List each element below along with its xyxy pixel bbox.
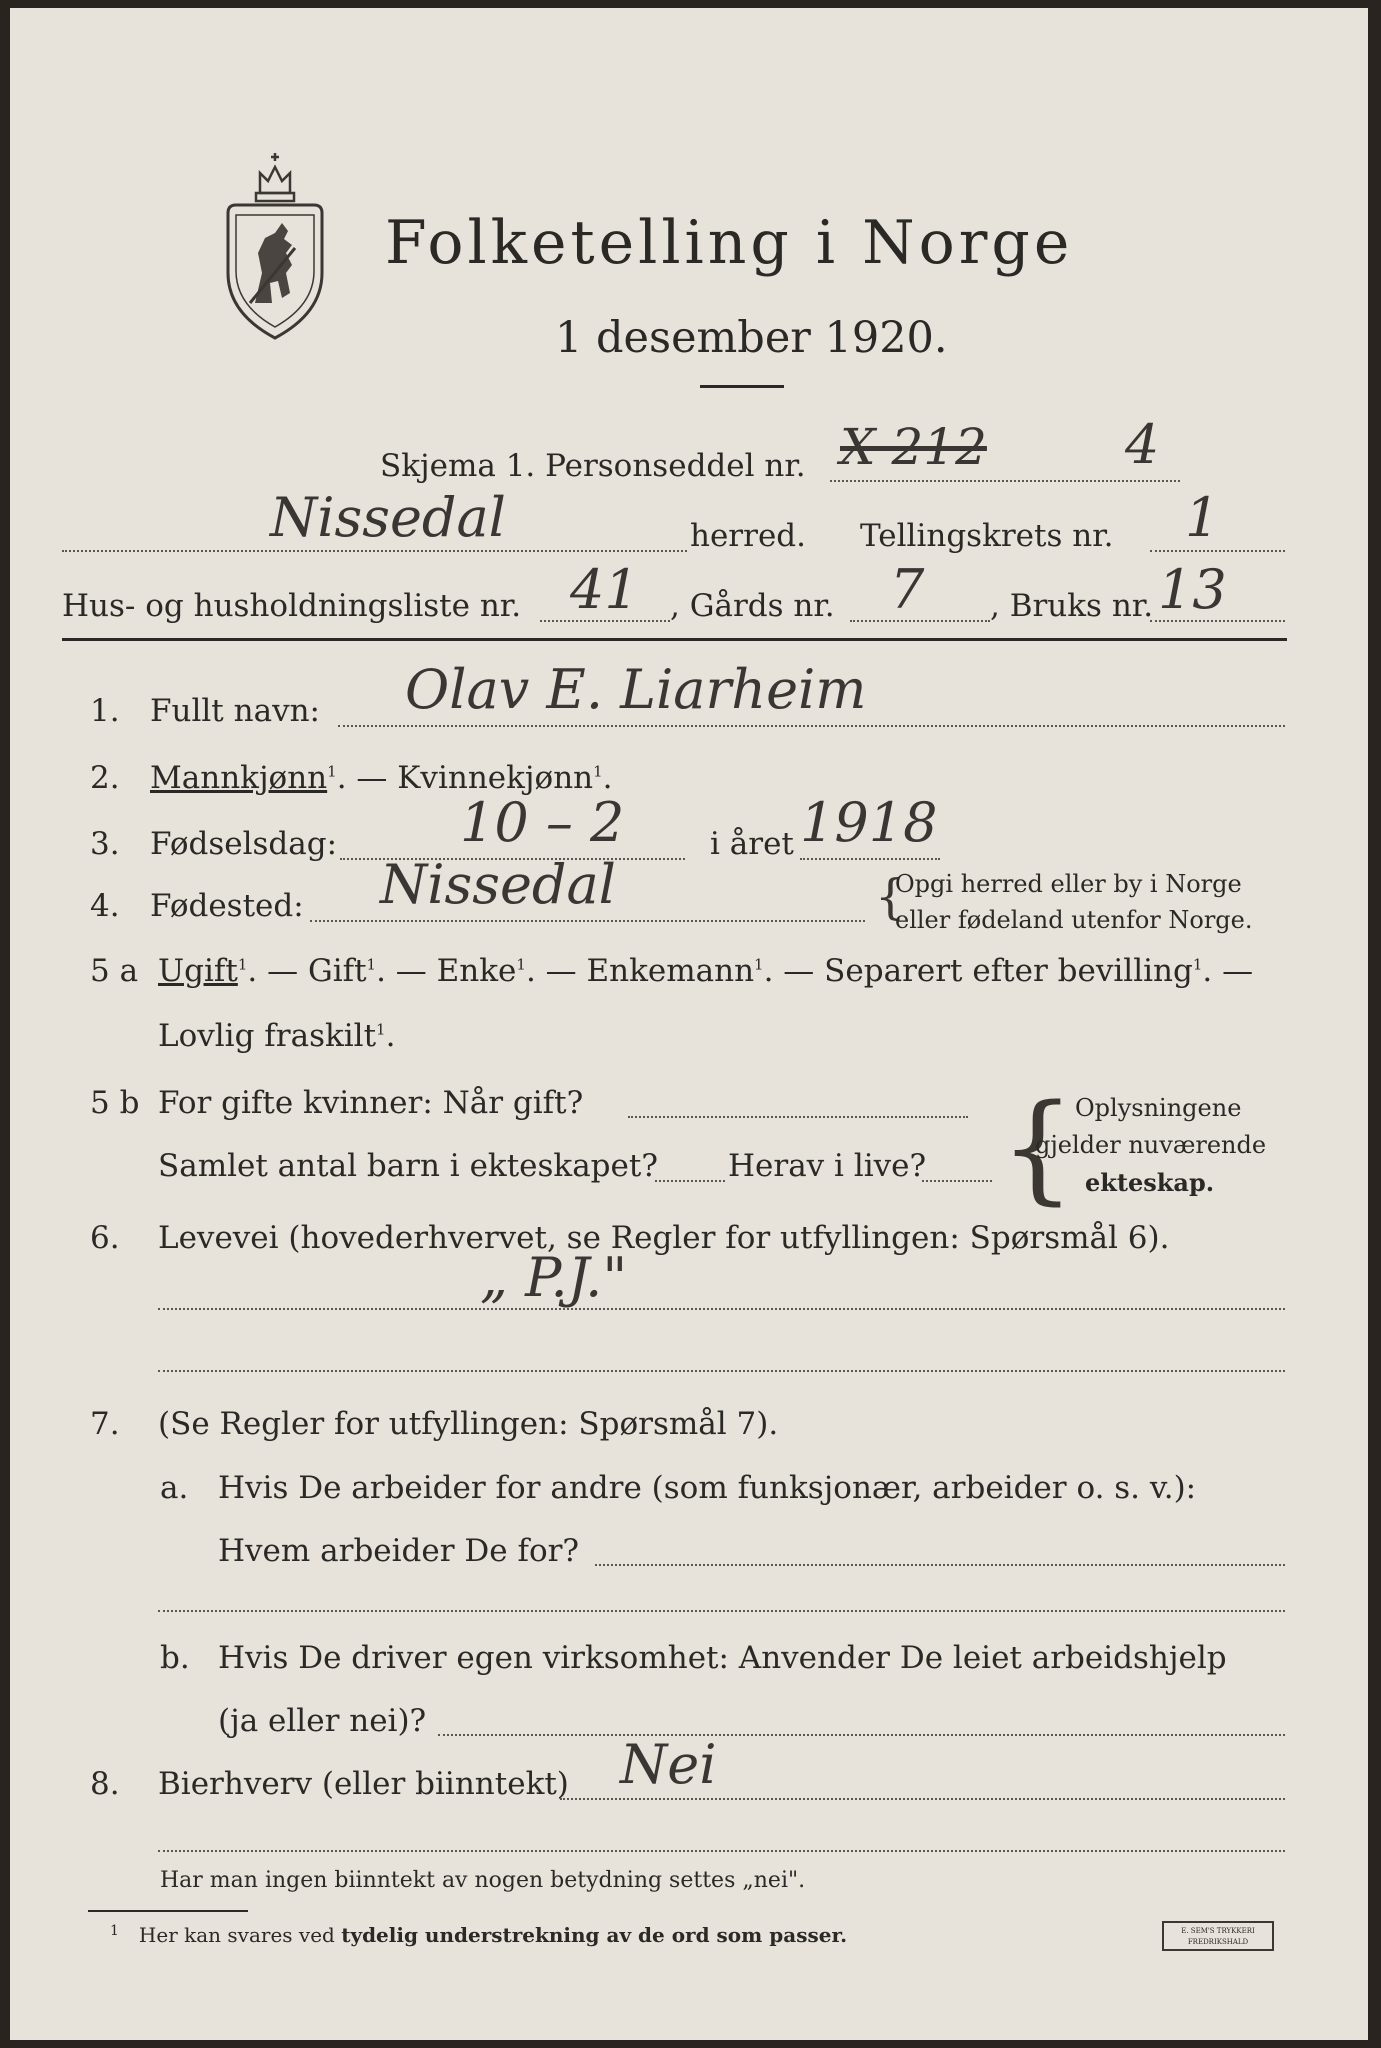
footnote-bold: tydelig understrekning av de ord som passer. [341, 1923, 848, 1947]
q5b-note-line3: ekteskap. [1085, 1168, 1215, 1197]
q1-line [338, 725, 1285, 727]
q3-year-value: 1918 [800, 791, 938, 854]
q1-label: Fullt navn: [150, 693, 320, 729]
census-form [10, 8, 1368, 2040]
q5b-label1: For gifte kvinner: Når gift? [158, 1085, 584, 1121]
q5a-option-gift: Gift [307, 953, 367, 989]
q6-number: 6. [90, 1220, 120, 1256]
q7-label: (Se Regler for utfyllingen: Spørsmål 7). [158, 1406, 779, 1442]
q8-label: Bierhverv (eller biinntekt) [158, 1766, 569, 1802]
gards-label: , Gårds nr. [670, 588, 835, 624]
q7a-letter: a. [160, 1470, 189, 1506]
personseddel-line [830, 480, 1180, 482]
q7b-answer-line [438, 1734, 1285, 1736]
q2-female-option: Kvinnekjønn [397, 760, 594, 796]
q3-year-label: i året [710, 826, 794, 862]
q5b-label3: Herav i live? [728, 1148, 927, 1184]
q8-side-income-value: Nei [620, 1733, 717, 1796]
form-title: Folketelling i Norge [385, 208, 1074, 278]
q2-male-footnote: 1 [327, 762, 337, 781]
q5a-number: 5 a [90, 953, 139, 989]
q4-note-line1: Opgi herred eller by i Norge [895, 870, 1242, 898]
q7a-employer-line [595, 1564, 1285, 1566]
q5b-label2: Samlet antal barn i ekteskapet? [158, 1148, 658, 1184]
q5b-children-line [655, 1180, 725, 1182]
herred-label: herred. [690, 518, 806, 554]
q7a-line2: Hvem arbeider De for? [218, 1533, 580, 1569]
q6-occupation-value: „ P.J." [480, 1246, 628, 1309]
bruks-value: 13 [1158, 558, 1227, 621]
q2-male-option: Mannkjønn [150, 760, 328, 796]
skjema-label: Skjema 1. Personseddel nr. [380, 448, 806, 484]
q5a-option-enkemann: Enkemann [586, 953, 755, 989]
census-date: 1 desember 1920. [555, 313, 948, 363]
q5b-married-line [628, 1116, 968, 1118]
herred-value: Nissedal [270, 486, 506, 549]
q1-number: 1. [90, 693, 120, 729]
q6-line2 [158, 1370, 1285, 1372]
footnote-prefix: Her kan svares ved [138, 1923, 342, 1947]
q7a-line1: Hvis De arbeider for andre (som funksjonær, arbeider o. s. v.): [218, 1470, 1197, 1506]
q8-extra-line [158, 1850, 1285, 1852]
q4-note-line2: eller fødeland utenfor Norge. [895, 906, 1253, 934]
q4-birthplace-value: Nissedal [380, 853, 616, 916]
tellingskrets-label: Tellingskrets nr. [860, 518, 1114, 554]
q2-number: 2. [90, 760, 120, 796]
q5b-note-line2: gjelder nuværende [1035, 1131, 1267, 1159]
husholdningsliste-value: 41 [570, 558, 639, 621]
q5a-line2: Lovlig fraskilt$^1$. [158, 1018, 396, 1054]
gards-value: 7 [890, 558, 925, 621]
q4-note-brace: { [875, 869, 906, 925]
q7b-letter: b. [160, 1640, 190, 1676]
q7a-extra-line [158, 1610, 1285, 1612]
personseddel-value: 4 [1125, 413, 1160, 476]
norway-coat-of-arms-icon [220, 153, 330, 343]
q5a-option-separert: Separert efter bevilling [824, 953, 1193, 989]
q3-label: Fødselsdag: [150, 826, 338, 862]
tellingskrets-value: 1 [1185, 486, 1220, 549]
q5b-note-line1: Oplysningene [1075, 1094, 1242, 1122]
q2-female-footnote: 1 [593, 762, 603, 781]
q3-year-line [800, 858, 940, 860]
q7b-line2: (ja eller nei)? [218, 1703, 427, 1739]
title-rule [700, 385, 784, 388]
q5a-option-fraskilt: Lovlig fraskilt [158, 1018, 377, 1054]
header-divider [62, 638, 1287, 641]
tellingskrets-line [1150, 550, 1285, 552]
bruks-label: , Bruks nr. [990, 588, 1154, 624]
q2-separator: . — [336, 760, 398, 796]
q3-number: 3. [90, 826, 120, 862]
printer-stamp-line2: FREDRIKSHALD [1187, 1938, 1249, 1946]
q5a-option-ugift: Ugift [158, 953, 238, 989]
q8-line [560, 1798, 1285, 1800]
q6-label: Levevei (hovederhvervet, se Regler for utfyllingen: Spørsmål 6). [158, 1220, 1170, 1256]
q5a-option-enke: Enke [436, 953, 517, 989]
footnote-rule [88, 1910, 248, 1912]
q6-line1 [158, 1308, 1285, 1310]
q5a-options: Ugift$^1$. — Gift$^1$. — Enke$^1$. — Enkemann$^1$. — Separert efter bevilling$^1$. — [158, 953, 1254, 989]
q8-number: 8. [90, 1766, 120, 1802]
q2-end: . [602, 760, 613, 796]
q5b-alive-line [922, 1180, 992, 1182]
q5b-number: 5 b [90, 1085, 140, 1121]
q4-label: Fødested: [150, 888, 304, 924]
herred-line [62, 550, 687, 552]
q5b-note-brace: { [1000, 1078, 1076, 1216]
footnote [110, 1923, 847, 1947]
q7b-line1: Hvis De driver egen virksomhet: Anvender De leiet arbeidshjelp [218, 1640, 1227, 1676]
q1-full-name-value: Olav E. Liarheim [405, 658, 867, 721]
footnote-mark: 1 [110, 1923, 119, 1939]
q3-day-value: 10 – 2 [460, 791, 625, 854]
q7-number: 7. [90, 1406, 120, 1442]
husholdningsliste-label: Hus- og husholdningsliste nr. [62, 588, 522, 624]
footer-note: Har man ingen biinntekt av nogen betydning settes „nei". [160, 1868, 806, 1893]
q4-number: 4. [90, 888, 120, 924]
printer-stamp-line1: E. SEM'S TRYKKERI [1181, 1927, 1255, 1935]
personseddel-struck-value: X 212 [840, 418, 987, 476]
printer-stamp [1162, 1921, 1274, 1951]
q4-line [310, 920, 865, 922]
